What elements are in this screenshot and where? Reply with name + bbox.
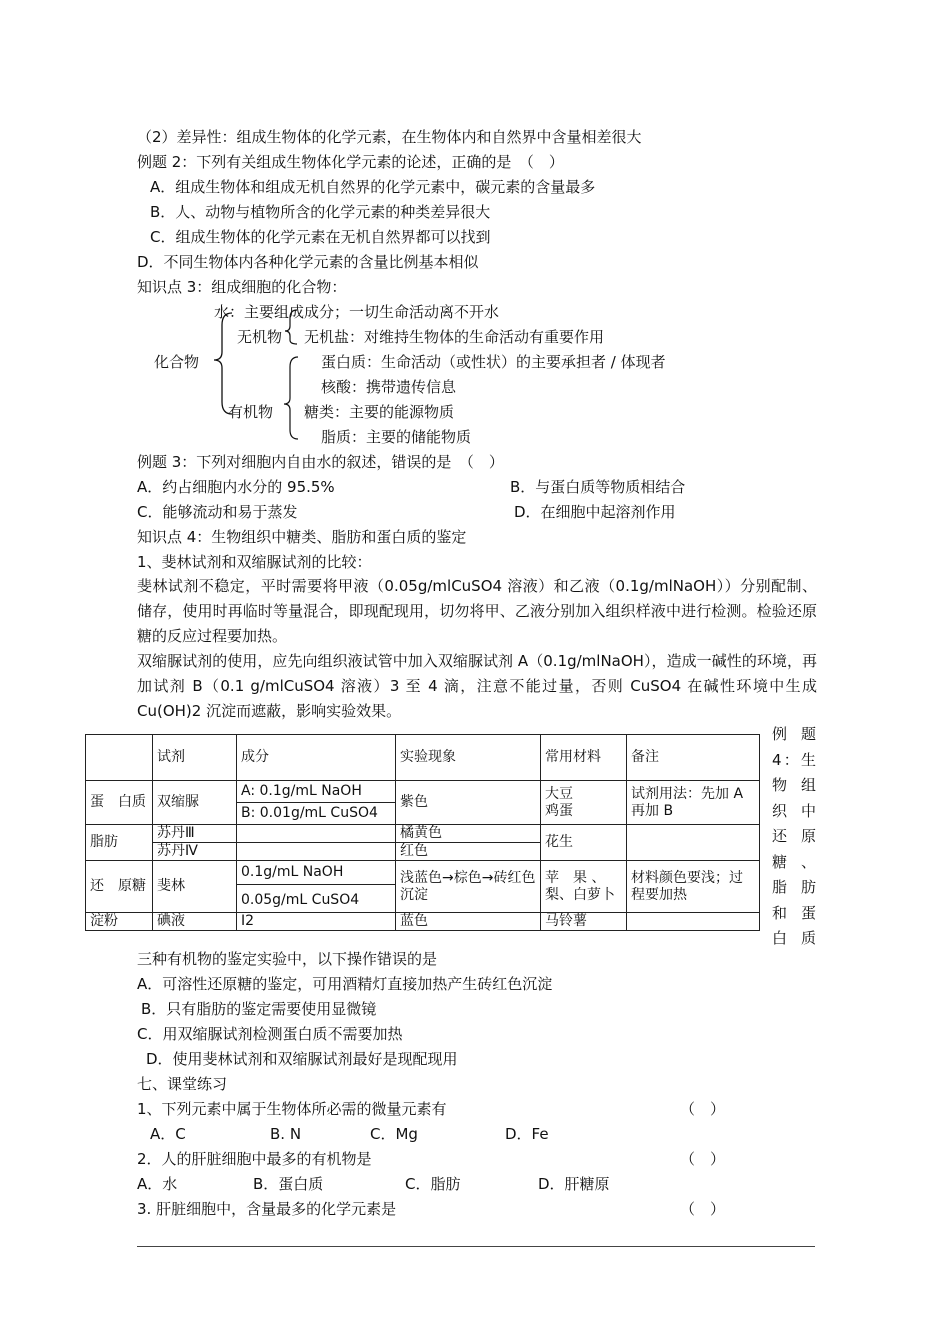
question-1: 1、下列元素中属于生物体所必需的微量元素有 — [137, 1100, 447, 1118]
note-cell — [627, 913, 760, 931]
component-a: 0.1g/mL NaOH — [241, 864, 344, 880]
line-variability: （2）差异性：组成生物体的化学元素，在生物体内和自然界中含量相差很大 — [137, 128, 642, 146]
q1-option-a: A．C — [150, 1125, 186, 1143]
example2-option-d: D．不同生物体内各种化学元素的含量比例基本相似 — [137, 253, 479, 271]
section-7-heading: 七、课堂练习 — [137, 1075, 228, 1093]
example2-question: 例题 2：下列有关组成生物体化学元素的论述，正确的是 （ ） — [137, 153, 564, 171]
reagent-cell: 苏丹Ⅲ — [153, 825, 237, 843]
answer-blank: （ ） — [680, 1100, 726, 1118]
salt-line: 无机盐：对维持生物体的生命活动有重要作用 — [304, 328, 605, 346]
component-cell — [237, 861, 396, 913]
row-name: 还 原糖 — [86, 861, 153, 913]
example4-option-c: C．用双缩脲试剂检测蛋白质不需要加热 — [137, 1025, 403, 1043]
sugar-line: 糖类：主要的能源物质 — [304, 403, 455, 421]
material-cell: 苹 果 、梨、白萝卜 — [541, 861, 627, 913]
header-cell: 常用材料 — [541, 735, 627, 781]
question-3: 3. 肝脏细胞中，含量最多的化学元素是 — [137, 1200, 397, 1218]
fehling-paragraph: 斐林试剂不稳定，平时需要将甲液（0.05g/mlCuSO4 溶液）和乙液（0.1g/mlNaOH））分别配制、储存，使用时再临时等量混合，即现配现用，切勿将甲、乙液分别加入组织样液中进行检测。检验还原糖的反应过程要加热。 — [137, 577, 817, 645]
question-2: 2．人的肝脏细胞中最多的有机物是 — [137, 1150, 372, 1168]
protein-line: 蛋白质：生命活动（或性状）的主要承担者 / 体现者 — [321, 353, 666, 371]
material-cell: 大豆 鸡蛋 — [541, 781, 627, 825]
example4-option-a: A．可溶性还原糖的鉴定，可用酒精灯直接加热产生砖红色沉淀 — [137, 975, 553, 993]
q2-option-a: A．水 — [137, 1175, 178, 1193]
phenomenon-cell: 浅蓝色→棕色→砖红色沉淀 — [396, 861, 541, 913]
material-cell: 马铃薯 — [541, 913, 627, 931]
note-cell: 试剂用法：先加 A 再加 B — [627, 781, 760, 825]
example2-option-b: B．人、动物与植物所含的化学元素的种类差异很大 — [150, 203, 491, 221]
row-name: 脂肪 — [86, 825, 153, 861]
compound-label: 化合物 — [154, 353, 200, 371]
component-a: A: 0.1g/mL NaOH — [241, 783, 362, 799]
identification-table — [85, 734, 760, 931]
table-row — [86, 913, 760, 931]
row-name: 蛋 白质 — [86, 781, 153, 825]
organic-brace — [284, 357, 298, 439]
header-cell: 实验现象 — [396, 735, 541, 781]
component-cell — [237, 825, 396, 843]
component-b: B: 0.01g/mL CuSO4 — [237, 802, 395, 824]
footer-divider — [137, 1246, 815, 1247]
example2-option-c: C．组成生物体的化学元素在无机自然界都可以找到 — [150, 228, 491, 246]
example3-option-b: B．与蛋白质等物质相结合 — [510, 478, 686, 496]
component-b: 0.05g/mL CuSO4 — [237, 884, 395, 909]
component-cell — [237, 843, 396, 861]
example4-question: 三种有机物的鉴定实验中，以下操作错误的是 — [137, 950, 438, 968]
reagent-cell: 苏丹Ⅳ — [153, 843, 237, 861]
answer-blank: （ ） — [680, 1150, 726, 1168]
row-name: 淀粉 — [86, 913, 153, 931]
header-cell: 成分 — [237, 735, 396, 781]
reagent-cell: 碘液 — [153, 913, 237, 931]
reagent-cell: 双缩脲 — [153, 781, 237, 825]
inorganic-label: 无机物 — [237, 328, 283, 346]
header-cell: 备注 — [627, 735, 760, 781]
table-header-row — [86, 735, 760, 781]
table-row — [86, 861, 760, 913]
example4-side-text: 例题4：生物组织中还原糖、脂肪和蛋白质 — [772, 725, 816, 947]
biuret-paragraph: 双缩脲试剂的使用，应先向组织液试管中加入双缩脲试剂 A（0.1g/mlNaOH），造成一碱性的环境，再加试剂 B（0.1 g/mlCuSO4 溶液）3 至 4 滴，注意不能过量，否则 CuSO4 在碱性环境中生成 Cu(OH)2 沉淀而遮蔽，影响实验效果。 — [137, 652, 817, 720]
example3-option-d: D．在细胞中起溶剂作用 — [514, 503, 676, 521]
component-cell: I2 — [237, 913, 396, 931]
main-brace — [214, 313, 232, 414]
phenomenon-cell: 橘黄色 — [396, 825, 541, 843]
reagent-cell: 斐林 — [153, 861, 237, 913]
example2-option-a: A．组成生物体和组成无机自然界的化学元素中，碳元素的含量最多 — [150, 178, 596, 196]
table-row — [86, 825, 760, 843]
q1-option-c: C．Mg — [370, 1125, 418, 1143]
phenomenon-cell: 红色 — [396, 843, 541, 861]
table-row — [86, 781, 760, 825]
q2-option-d: D．肝糖原 — [538, 1175, 610, 1193]
phenomenon-cell: 紫色 — [396, 781, 541, 825]
classification-braces — [0, 0, 950, 460]
water-line: 水：主要组成成分；一切生命活动离不开水 — [214, 303, 500, 321]
q2-option-c: C．脂肪 — [405, 1175, 461, 1193]
header-cell — [86, 735, 153, 781]
note-cell: 材料颜色要浅；过程要加热 — [627, 861, 760, 913]
example4-option-d: D．使用斐林试剂和双缩脲试剂最好是现配现用 — [146, 1050, 458, 1068]
component-cell — [237, 781, 396, 825]
comparison-heading: 1、斐林试剂和双缩脲试剂的比较： — [137, 553, 372, 571]
organic-label: 有机物 — [228, 403, 274, 421]
example3-option-c: C．能够流动和易于蒸发 — [137, 503, 298, 521]
q2-option-b: B．蛋白质 — [253, 1175, 324, 1193]
example3-question: 例题 3：下列对细胞内自由水的叙述，错误的是 （ ） — [137, 453, 504, 471]
q1-option-b: B. N — [270, 1125, 302, 1143]
q1-option-d: D．Fe — [505, 1125, 549, 1143]
lipid-line: 脂质：主要的储能物质 — [321, 428, 472, 446]
inorganic-brace — [285, 310, 297, 344]
header-cell: 试剂 — [153, 735, 237, 781]
nucleic-line: 核酸：携带遗传信息 — [321, 378, 457, 396]
knowledge-point-3: 知识点 3：组成细胞的化合物： — [137, 278, 347, 296]
answer-blank: （ ） — [680, 1200, 726, 1218]
example3-option-a: A．约占细胞内水分的 95.5% — [137, 478, 335, 496]
phenomenon-cell: 蓝色 — [396, 913, 541, 931]
knowledge-point-4: 知识点 4：生物组织中糖类、脂肪和蛋白质的鉴定 — [137, 528, 467, 546]
material-cell: 花生 — [541, 825, 627, 861]
example4-option-b: B．只有脂肪的鉴定需要使用显微镜 — [141, 1000, 377, 1018]
note-cell — [627, 825, 760, 861]
